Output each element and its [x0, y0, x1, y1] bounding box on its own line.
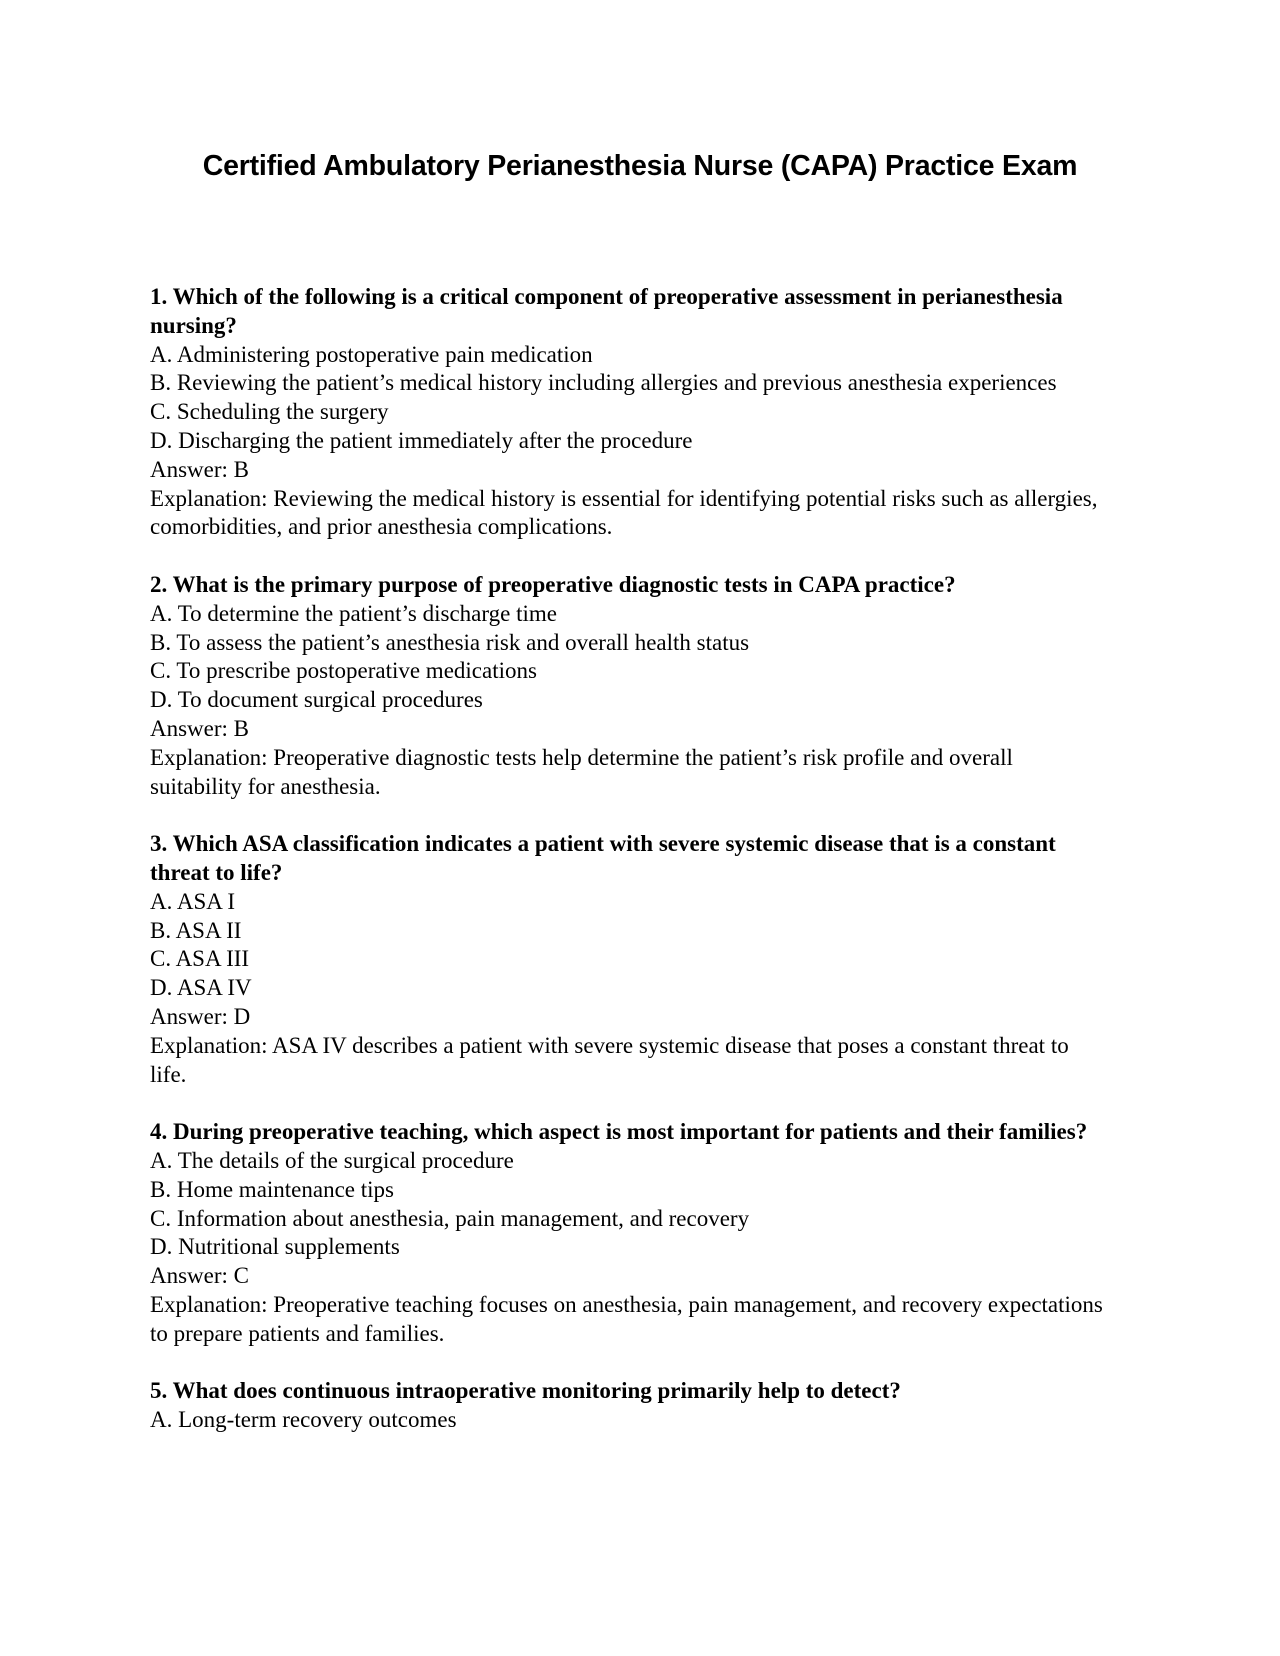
answer-line: Answer: B — [150, 715, 250, 741]
question-stem: 5. What does continuous intraoperative monitoring primarily help to detect? — [150, 1378, 901, 1404]
question-2 — [150, 571, 1110, 801]
question-stem: 3. Which ASA classification indicates a patient with severe systemic disease that is a constant threat to life? — [150, 831, 1056, 885]
question-3 — [150, 830, 1110, 1089]
option-d: D. Discharging the patient immediately after the procedure — [150, 427, 693, 453]
option-d: D. To document surgical procedures — [150, 687, 483, 713]
option-d: D. ASA IV — [150, 975, 252, 1001]
answer-line: Answer: C — [150, 1263, 250, 1289]
question-stem: 4. During preoperative teaching, which aspect is most important for patients and their families? — [150, 1119, 1088, 1145]
option-b: B. Home maintenance tips — [150, 1176, 394, 1202]
option-a: A. Administering postoperative pain medication — [150, 341, 593, 367]
option-b: B. Reviewing the patient’s medical history including allergies and previous anesthesia experiences — [150, 370, 1057, 396]
question-5 — [150, 1377, 1110, 1435]
option-a: A. To determine the patient’s discharge time — [150, 600, 557, 626]
question-1 — [150, 283, 1110, 542]
explanation-text: Explanation: Preoperative teaching focuses on anesthesia, pain management, and recovery expectations to prepare patients and families. — [150, 1291, 1103, 1346]
option-c: C. ASA III — [150, 946, 250, 972]
option-a: A. Long-term recovery outcomes — [150, 1407, 457, 1433]
option-c: C. Information about anesthesia, pain management, and recovery — [150, 1205, 750, 1231]
question-stem: 1. Which of the following is a critical component of preoperative assessment in perianesthesia nursing? — [150, 284, 1063, 338]
option-c: C. To prescribe postoperative medications — [150, 658, 537, 684]
option-b: B. ASA II — [150, 917, 242, 943]
answer-line: Answer: D — [150, 1003, 251, 1029]
option-d: D. Nutritional supplements — [150, 1234, 400, 1260]
explanation-text: Explanation: Reviewing the medical history is essential for identifying potential risks such as allergies, comorbidities, and prior anesthesia complications. — [150, 485, 1098, 540]
document-title: Certified Ambulatory Perianesthesia Nurse (CAPA) Practice Exam — [202, 150, 1078, 182]
question-list — [150, 283, 1110, 1464]
explanation-text: Explanation: Preoperative diagnostic tests help determine the patient’s risk profile and overall suitability for anesthesia. — [150, 744, 1013, 799]
question-4 — [150, 1118, 1110, 1348]
option-c: C. Scheduling the surgery — [150, 399, 389, 425]
option-a: A. ASA I — [150, 888, 235, 914]
answer-line: Answer: B — [150, 456, 250, 482]
option-a: A. The details of the surgical procedure — [150, 1147, 514, 1173]
question-stem: 2. What is the primary purpose of preoperative diagnostic tests in CAPA practice? — [150, 571, 956, 597]
option-b: B. To assess the patient’s anesthesia risk and overall health status — [150, 629, 750, 655]
explanation-text: Explanation: ASA IV describes a patient with severe systemic disease that poses a constant threat to life. — [150, 1032, 1069, 1087]
